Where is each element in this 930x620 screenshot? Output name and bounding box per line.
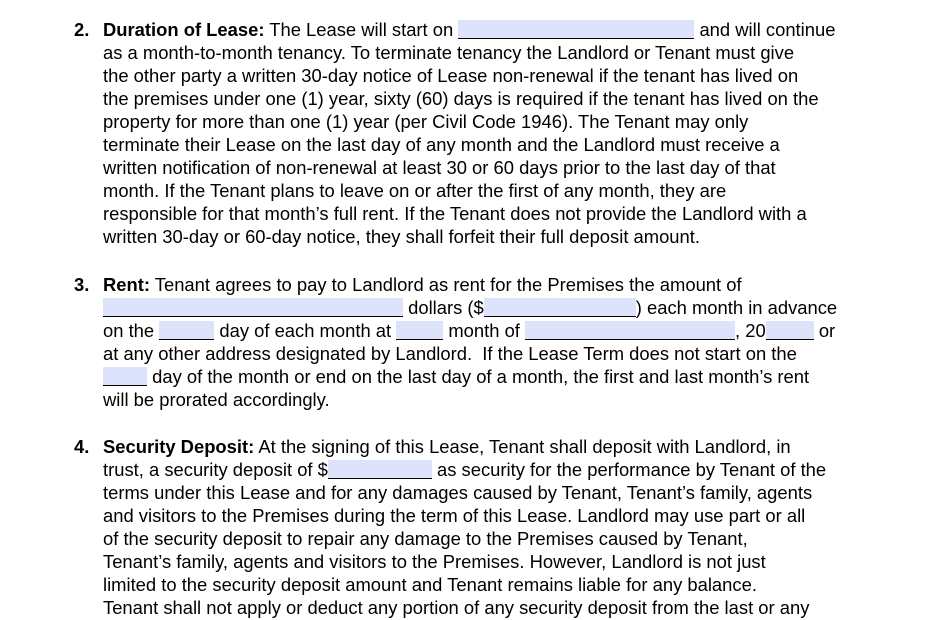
section-line — [103, 274, 742, 296]
rent-amount-number-field[interactable] — [484, 298, 636, 317]
section-line: will be prorated accordingly. — [103, 389, 330, 410]
section-line — [103, 19, 835, 41]
text-run: The Lease will start on — [264, 19, 459, 40]
rent-start-year-field[interactable] — [766, 321, 814, 340]
text-run: dollars ($ — [403, 297, 484, 318]
section-line: the other party a written 30-day notice of Lease non-renewal if the tenant has lived on — [103, 65, 799, 86]
text-run: day of each month at — [214, 320, 397, 341]
section-line: property for more than one (1) year (per Civil Code 1946). The Tenant may only — [103, 111, 749, 132]
text-run: Tenant agrees to pay to Landlord as rent for the Premises the amount of — [150, 274, 742, 295]
text-run: day of the month or end on the last day of a month, the first and last month’s rent — [147, 366, 810, 387]
section-line: as a month-to-month tenancy. To terminate tenancy the Landlord or Tenant must give — [103, 42, 795, 63]
section-line: at any other address designated by Landlord. If the Lease Term does not start on the — [103, 343, 797, 364]
section-number: 2. — [74, 19, 90, 40]
rent-amount-words-field[interactable] — [103, 298, 403, 317]
security-deposit-amount-field[interactable] — [328, 460, 432, 479]
prorate-day-field[interactable] — [103, 367, 147, 386]
section-heading: Security Deposit: — [103, 436, 255, 457]
section-number: 4. — [74, 436, 90, 457]
section-line: of the security deposit to repair any damage to the Premises caused by Tenant, — [103, 528, 748, 549]
section-line: terms under this Lease and for any damages caused by Tenant, Tenant’s family, agents — [103, 482, 813, 503]
section-line — [103, 320, 835, 342]
text-run: ) each month in advance — [635, 297, 838, 318]
section-line: written notification of non-renewal at least 30 or 60 days prior to the last day of that — [103, 157, 776, 178]
text-run: and will continue — [694, 19, 836, 40]
section-number: 3. — [74, 274, 90, 295]
section-line — [103, 297, 837, 319]
text-run: , 20 — [735, 320, 766, 341]
section-line: terminate their Lease on the last day of any month and the Landlord must receive a — [103, 134, 780, 155]
section-line: responsible for that month’s full rent. If the Tenant does not provide the Landlord with a — [103, 203, 807, 224]
text-run: month of — [443, 320, 526, 341]
section-line — [103, 459, 826, 481]
section-line: written 30-day or 60-day notice, they shall forfeit their full deposit amount. — [103, 226, 700, 247]
text-run: on the — [103, 320, 160, 341]
rent-due-day-field[interactable] — [159, 321, 214, 340]
section-line: and visitors to the Premises during the term of this Lease. Landlord may use part or all — [103, 505, 806, 526]
section-line: Tenant’s family, agents and visitors to the Premises. However, Landlord is not just — [103, 551, 766, 572]
section-heading: Duration of Lease: — [103, 19, 265, 40]
text-run: At the signing of this Lease, Tenant shall deposit with Landlord, in — [254, 436, 791, 457]
rent-address-field[interactable] — [396, 321, 443, 340]
section-heading: Rent: — [103, 274, 150, 295]
section-line: limited to the security deposit amount and Tenant remains liable for any balance. — [103, 574, 757, 595]
lease-start-date-field[interactable] — [458, 20, 694, 39]
section-line — [103, 436, 791, 458]
section-line: Tenant shall not apply or deduct any portion of any security deposit from the last or any — [103, 597, 810, 618]
text-run: or — [813, 320, 836, 341]
section-line — [103, 366, 809, 388]
rent-start-month-field[interactable] — [525, 321, 735, 340]
text-run: trust, a security deposit of $ — [103, 459, 328, 480]
text-run: as security for the performance by Tenant of the — [431, 459, 827, 480]
section-line: the premises under one (1) year, sixty (60) days is required if the tenant has lived on the — [103, 88, 819, 109]
section-line: month. If the Tenant plans to leave on or after the first of any month, they are — [103, 180, 727, 201]
